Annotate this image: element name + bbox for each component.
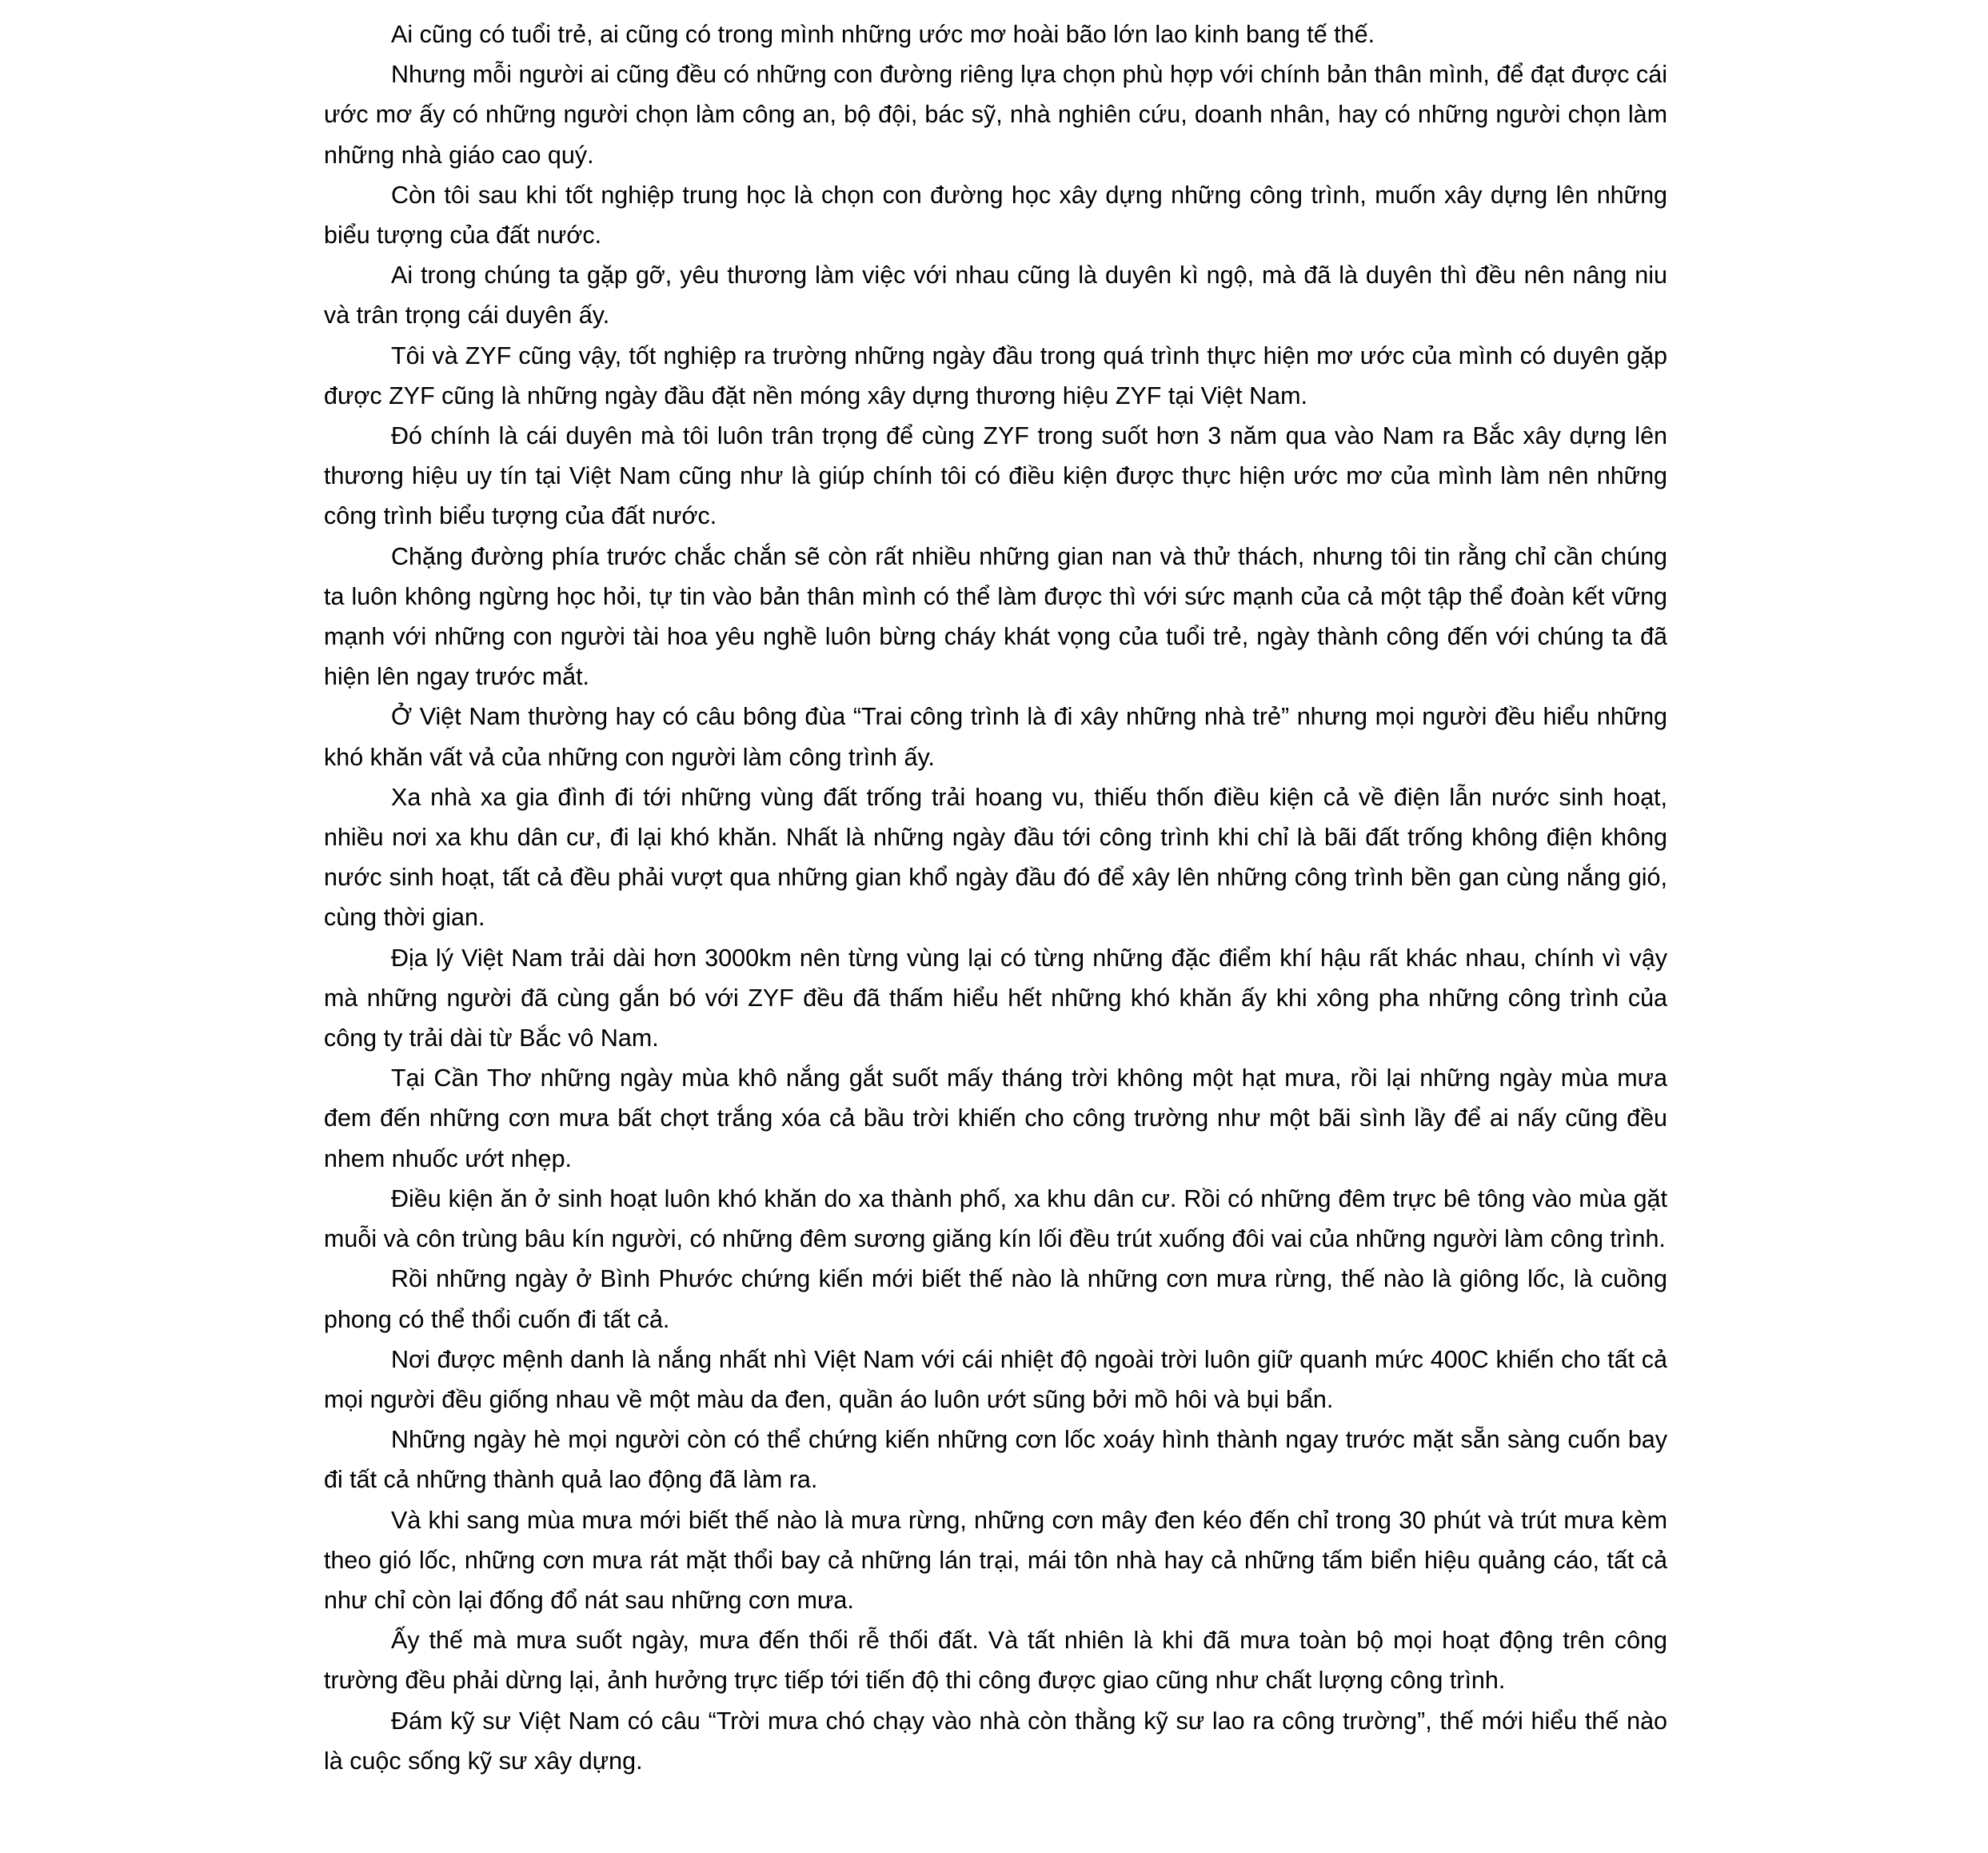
paragraph: Ai trong chúng ta gặp gỡ, yêu thương làm việc với nhau cũng là duyên kì ngộ, mà đã là duyên thì đều nên nâng niu và trân trọng cái duyên ấy. — [324, 262, 1667, 329]
paragraph: Những ngày hè mọi người còn có thể chứng kiến những cơn lốc xoáy hình thành ngay trước mặt sẵn sàng cuốn bay đi tất cả những thành quả lao động đã làm ra. — [324, 1426, 1667, 1494]
paragraph: Đám kỹ sư Việt Nam có câu “Trời mưa chó chạy vào nhà còn thằng kỹ sư lao ra công trường”, thế mới hiểu thế nào là cuộc sống kỹ sư xây dựng. — [324, 1707, 1667, 1775]
paragraph: Ấy thế mà mưa suốt ngày, mưa đến thối rễ thối đất. Và tất nhiên là khi đã mưa toàn bộ mọi hoạt động trên công trường đều phải dừng lại, ảnh hưởng trực tiếp tới tiến độ thi công được giao cũng như chất lượng công trình. — [324, 1627, 1667, 1695]
paragraph: Ở Việt Nam thường hay có câu bông đùa “Trai công trình là đi xây những nhà trẻ” nhưng mọi người đều hiểu những khó khăn vất vả của những con người làm công trình ấy. — [324, 703, 1667, 771]
paragraph: Chặng đường phía trước chắc chắn sẽ còn rất nhiều những gian nan và thử thách, nhưng tôi tin rằng chỉ cần chúng ta luôn không ngừng học hỏi, tự tin vào bản thân mình có thể làm được thì với sức mạnh của cả một tập thể đoàn kết vững mạnh với những con người tài hoa yêu nghề luôn bừng cháy khát vọng của tuổi trẻ, ngày thành công đến với chúng ta đã hiện lên ngay trước mắt. — [324, 542, 1667, 691]
paragraph: Điều kiện ăn ở sinh hoạt luôn khó khăn do xa thành phố, xa khu dân cư. Rồi có những đêm trực bê tông vào mùa gặt muỗi và côn trùng bâu kín người, có những đêm sương giăng kín lối đều trút xuống đôi vai của những người làm công trình. — [324, 1184, 1667, 1253]
document-page — [324, 14, 1667, 1781]
paragraph: Nơi được mệnh danh là nắng nhất nhì Việt Nam với cái nhiệt độ ngoài trời luôn giữ quanh mức 400C khiến cho tất cả mọi người đều giống nhau về một màu da đen, quần áo luôn ướt sũng bởi mồ hôi và bụi bẩn. — [324, 1345, 1667, 1413]
paragraph: Và khi sang mùa mưa mới biết thế nào là mưa rừng, những cơn mây đen kéo đến chỉ trong 30 phút và trút mưa kèm theo gió lốc, những cơn mưa rát mặt thổi bay cả những lán trại, mái tôn nhà hay cả những tấm biển hiệu quảng cáo, tất cả như chỉ còn lại đống đổ nát sau những cơn mưa. — [324, 1506, 1667, 1614]
paragraph: Tôi và ZYF cũng vậy, tốt nghiệp ra trường những ngày đầu trong quá trình thực hiện mơ ước của mình có duyên gặp được ZYF cũng là những ngày đầu đặt nền móng xây dựng thương hiệu ZYF tại Việt Nam. — [324, 341, 1667, 409]
paragraph: Tại Cần Thơ những ngày mùa khô nắng gắt suốt mấy tháng trời không một hạt mưa, rồi lại những ngày mùa mưa đem đến những cơn mưa bất chợt trắng xóa cả bầu trời khiến cho công trường như một bãi sình lầy để ai nấy cũng đều nhem nhuốc ướt nhẹp. — [324, 1064, 1667, 1172]
paragraph: Nhưng mỗi người ai cũng đều có những con đường riêng lựa chọn phù hợp với chính bản thân mình, để đạt được cái ước mơ ấy có những người chọn làm công an, bộ đội, bác sỹ, nhà nghiên cứu, doanh nhân, hay có những người chọn làm những nhà giáo cao quý. — [324, 61, 1667, 169]
paragraph: Địa lý Việt Nam trải dài hơn 3000km nên từng vùng lại có từng những đặc điểm khí hậu rất khác nhau, chính vì vậy mà những người đã cùng gắn bó với ZYF đều đã thấm hiểu hết những khó khăn ấy khi xông pha những công trình của công ty trải dài từ Bắc vô Nam. — [324, 944, 1667, 1052]
paragraph: Ai cũng có tuổi trẻ, ai cũng có trong mình những ước mơ hoài bão lớn lao kinh bang tế thế. — [391, 21, 1375, 48]
paragraph: Đó chính là cái duyên mà tôi luôn trân trọng để cùng ZYF trong suốt hơn 3 năm qua vào Nam ra Bắc xây dựng lên thương hiệu uy tín tại Việt Nam cũng như là giúp chính tôi có điều kiện được thực hiện ước mơ của mình làm nên những công trình biểu tượng của đất nước. — [324, 422, 1667, 530]
paragraph: Rồi những ngày ở Bình Phước chứng kiến mới biết thế nào là những cơn mưa rừng, thế nào là giông lốc, là cuồng phong có thể thổi cuốn đi tất cả. — [324, 1265, 1667, 1333]
paragraph: Xa nhà xa gia đình đi tới những vùng đất trống trải hoang vu, thiếu thốn điều kiện cả về điện lẫn nước sinh hoạt, nhiều nơi xa khu dân cư, đi lại khó khăn. Nhất là những ngày đầu tới công trình khi chỉ là bãi đất trống không điện không nước sinh hoạt, tất cả đều phải vượt qua những gian khổ ngày đầu đó để xây lên những công trình bền gan cùng nắng gió, cùng thời gian. — [324, 783, 1667, 932]
paragraph: Còn tôi sau khi tốt nghiệp trung học là chọn con đường học xây dựng những công trình, muốn xây dựng lên những biểu tượng của đất nước. — [324, 181, 1667, 250]
